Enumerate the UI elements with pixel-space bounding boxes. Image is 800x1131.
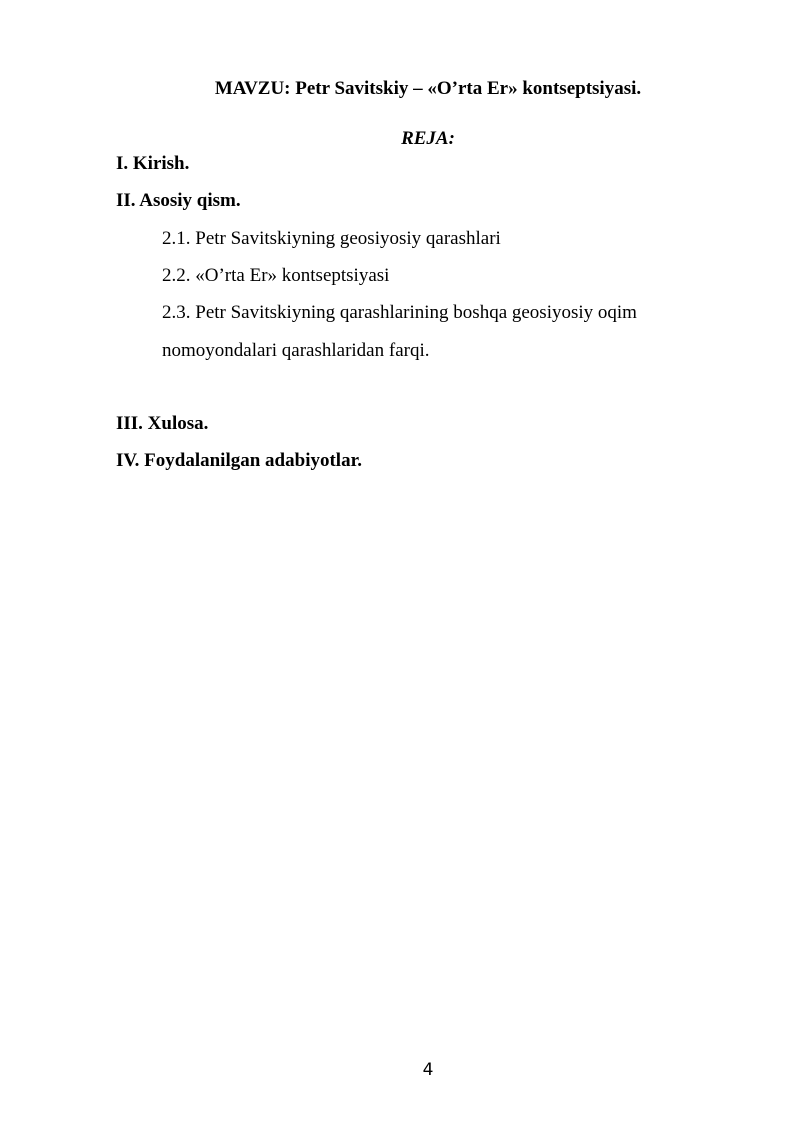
document-title: MAVZU: Petr Savitskiy – «O’rta Er» kontseptsiyasi.: [214, 78, 642, 99]
section-main-part: II. Asosiy qism.: [116, 190, 241, 211]
section-references: IV. Foydalanilgan adabiyotlar.: [116, 450, 363, 471]
subsection-2-3: 2.3. Petr Savitskiyning qarashlarining boshqa geosiyosiy oqim: [162, 302, 637, 323]
plan-heading: REJA:: [401, 128, 455, 149]
subsection-2-2: 2.2. «O’rta Er» kontseptsiyasi: [162, 265, 390, 286]
subsection-2-1: 2.1. Petr Savitskiyning geosiyosiy qarashlari: [162, 228, 501, 249]
section-introduction: I. Kirish.: [116, 153, 190, 174]
page-number: 4: [422, 1060, 434, 1080]
subsection-2-3-continued: nomoyondalari qarashlaridan farqi.: [162, 340, 430, 361]
section-conclusion: III. Xulosa.: [116, 413, 209, 434]
